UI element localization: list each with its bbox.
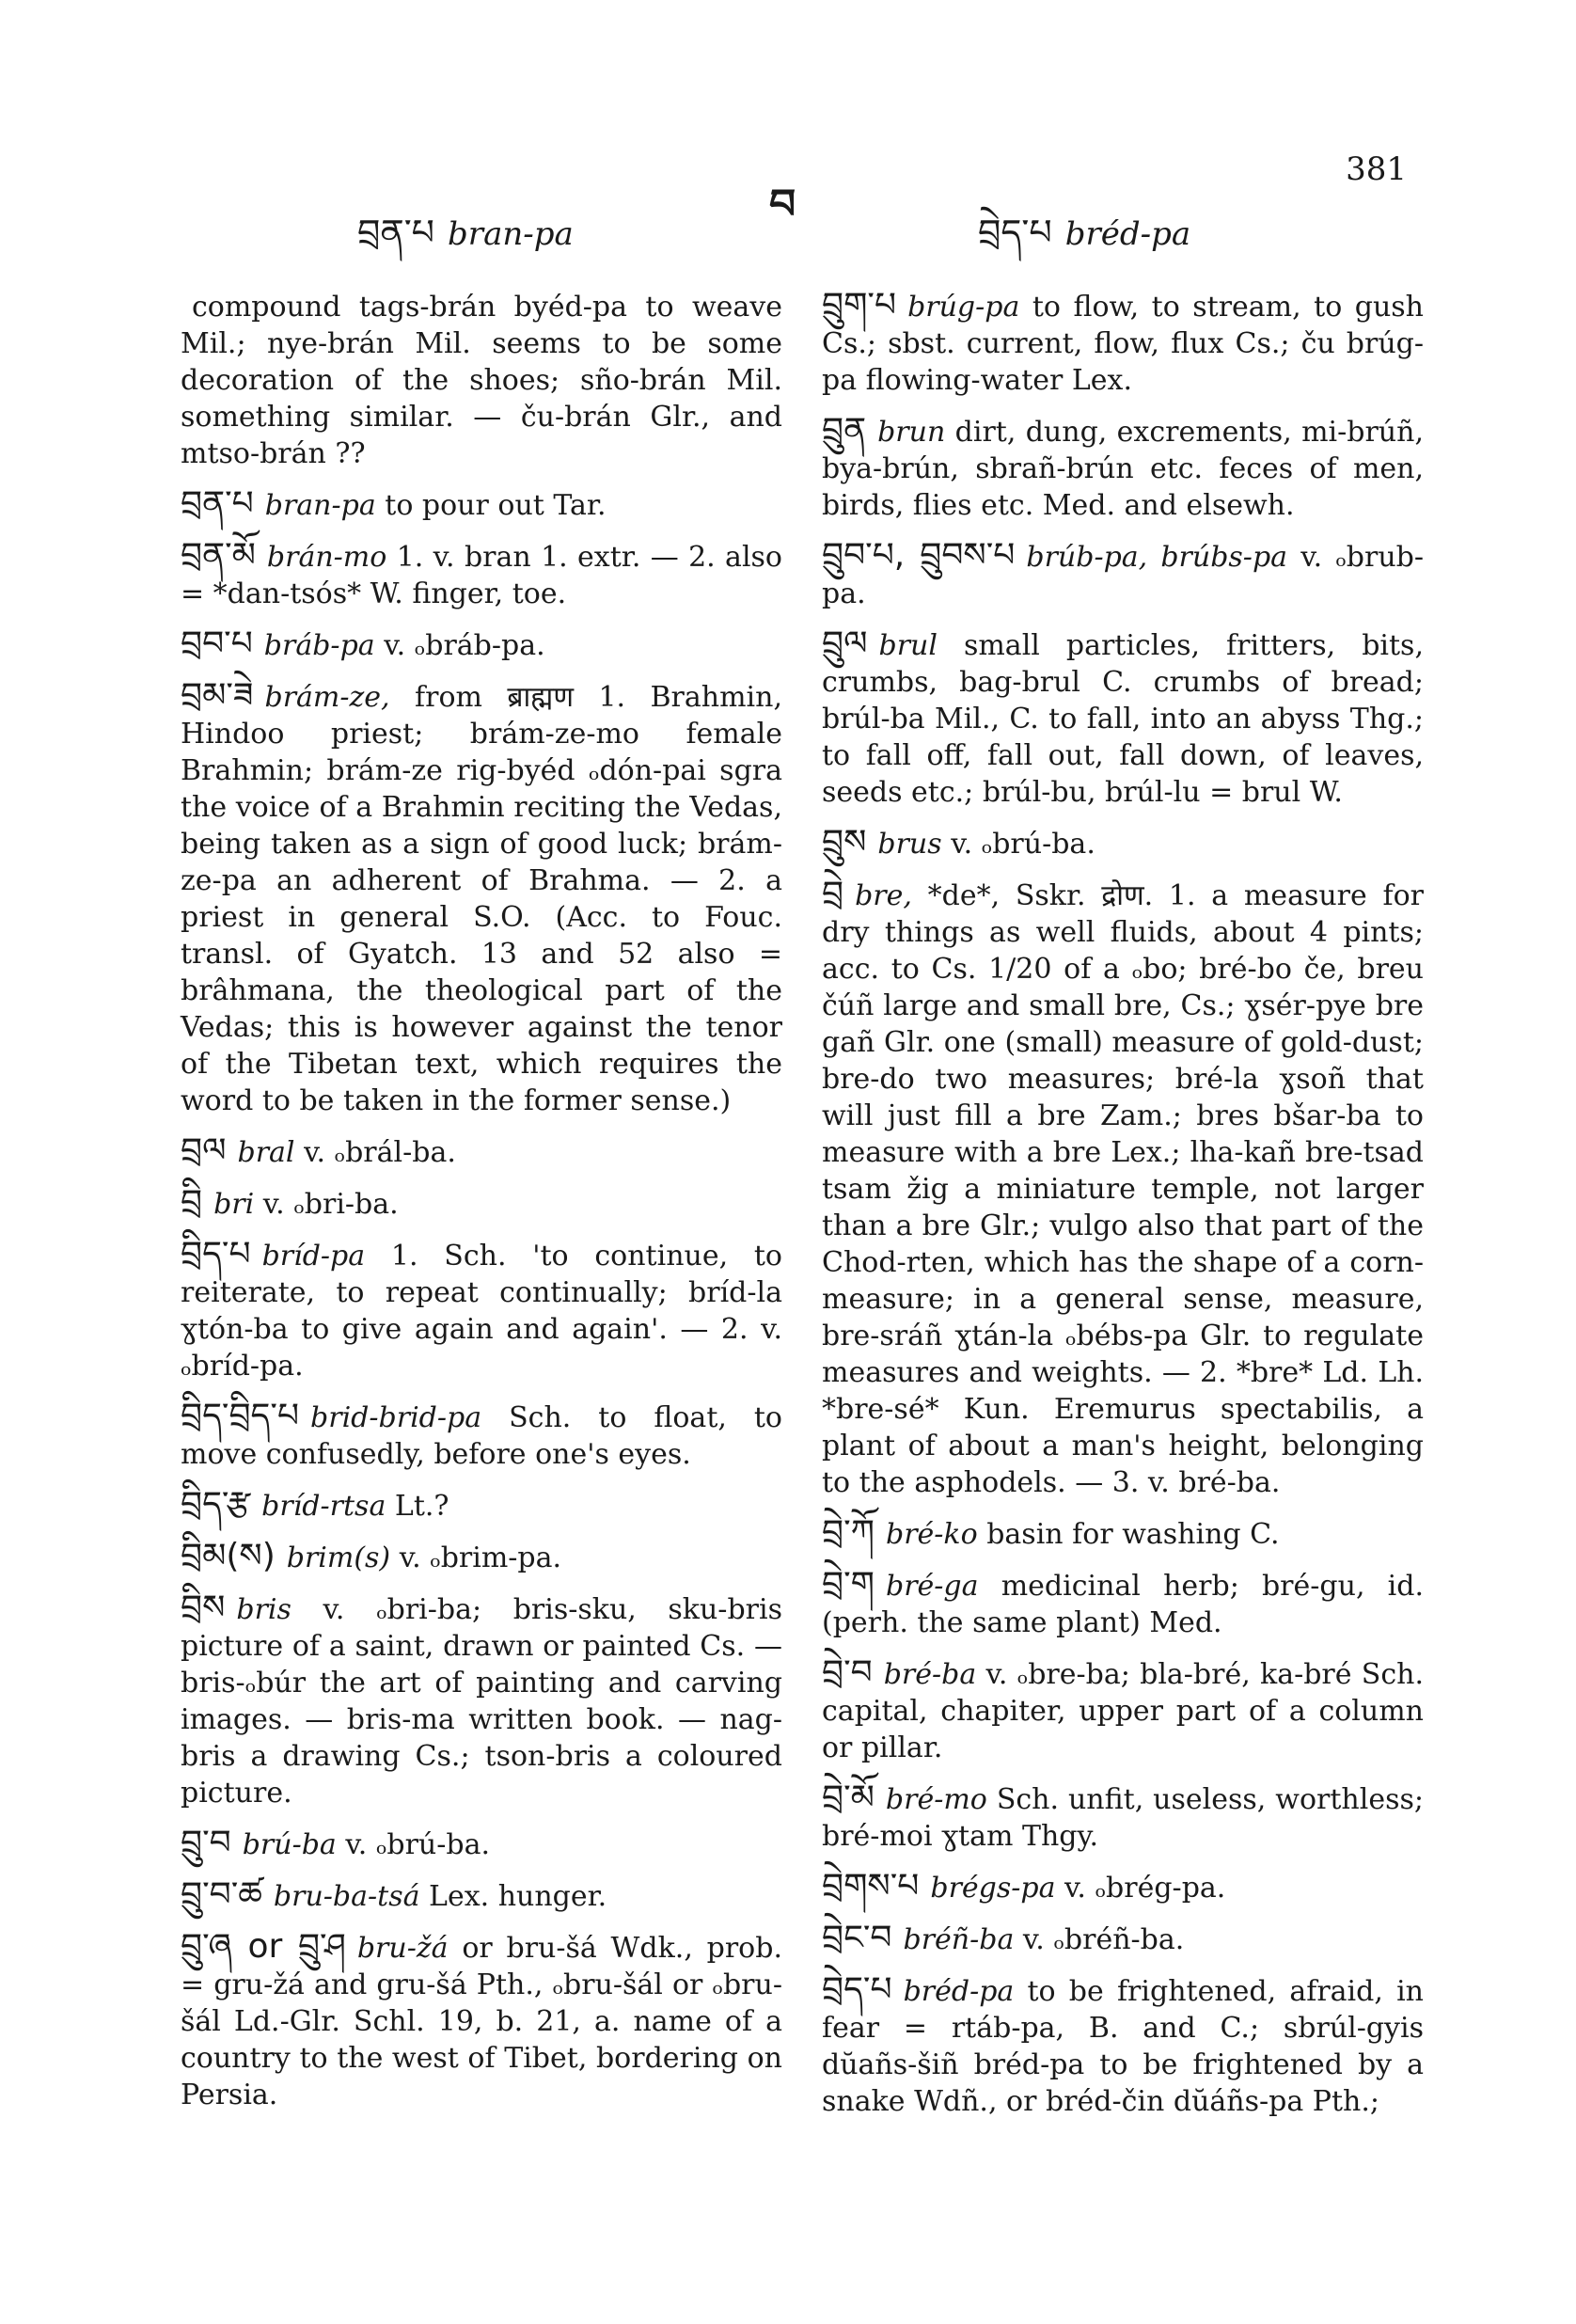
entry-definition: v. ₒbrim-pa. (399, 1541, 562, 1574)
running-head-right (978, 193, 1190, 293)
entry-tibetan-headword: བྲུ་ཞ or བྲུ་ཤ (181, 1927, 346, 1966)
entry-transliteration: bral (237, 1136, 295, 1169)
dictionary-entry (181, 1184, 782, 1223)
dictionary-entry (822, 1514, 1424, 1553)
entry-transliteration: bris (236, 1593, 292, 1626)
entry-definition: v. ₒbrál-ba. (304, 1136, 456, 1169)
entry-transliteration: bríd-pa (261, 1240, 366, 1273)
dictionary-entry (181, 677, 782, 1119)
entry-definition: 1. v. bran 1. extr. — 2. also = *dan-tsós* W. finger, toe. (181, 541, 782, 610)
entry-transliteration: bru-žá (356, 1932, 449, 1965)
entry-definition: dirt, dung, excrements, mi-brúñ, bya-brún, sbrañ-brún etc. feces of men, birds, flies etc. Med. and elsewh. (822, 416, 1424, 522)
running-head-right-tibetan: བྲེད་པ (978, 212, 1052, 253)
dictionary-entry (181, 1825, 782, 1863)
dictionary-entry (181, 1538, 782, 1576)
dictionary-entry (822, 1971, 1424, 2120)
dictionary-entry (181, 625, 782, 664)
entry-tibetan-headword: བྲུ་བ (181, 1824, 231, 1862)
entry-definition: v. ₒbri-ba. (262, 1188, 399, 1221)
entry-transliteration: bráb-pa (263, 629, 375, 662)
entry-definition: v. ₒbrég-pa. (1064, 1872, 1226, 1905)
entry-tibetan-headword: བྲན་པ (181, 484, 254, 523)
entry-transliteration: brégs-pa (930, 1872, 1056, 1905)
running-head-left (357, 193, 574, 293)
entry-tibetan-headword: བྲུན (822, 411, 867, 450)
dictionary-entry (181, 1236, 782, 1384)
entry-transliteration: brán-mo (266, 541, 387, 574)
entry-tibetan-headword: བྲུ་བ་ཚ (181, 1875, 262, 1914)
entry-definition: to flow, to stream, to gush Cs.; sbst. current, flow, flux Cs.; ču brúg-pa flowing-water Lex. (822, 291, 1424, 397)
entry-definition: compound tags-brán byéd-pa to weave Mil.; nye-brán Mil. seems to be some decoration of the shoes; sño-brán Mil. something similar. — ču-brán Glr., and mtso-brán ?? (181, 291, 782, 470)
entry-tibetan-headword: བྲིམ(ས) (181, 1537, 276, 1575)
page-number: 381 (1346, 150, 1407, 188)
dictionary-entry (822, 1654, 1424, 1766)
entry-definition: medicinal herb; bré-gu, id.(perh. the same plant) Med. (822, 1570, 1424, 1639)
entry-transliteration: brúg-pa (907, 291, 1020, 324)
entry-transliteration: brus (877, 828, 942, 861)
entry-definition: to pour out Tar. (385, 489, 607, 522)
entry-definition: Sch. to float, to move confusedly, before one's eyes. (181, 1401, 782, 1471)
entry-definition: v. ₒbréñ-ba. (1022, 1923, 1185, 1956)
entry-definition: Lex. hunger. (429, 1880, 607, 1913)
dictionary-entry (181, 1398, 782, 1473)
dictionary-entry (822, 412, 1424, 524)
entry-transliteration: bré-mo (885, 1783, 987, 1816)
entry-definition: v. ₒbrú-ba. (951, 828, 1095, 861)
entry-transliteration: bri (213, 1188, 255, 1221)
entry-tibetan-headword: བྲན་མོ (181, 536, 256, 575)
entry-tibetan-headword: བྲེ (822, 875, 844, 913)
entry-definition: 1. Sch. 'to continue, to reiterate, to repeat continually; bríd-la ɣtón-ba to give again and again'. — 2. v. ₒbríd-pa. (181, 1240, 782, 1383)
entry-tibetan-headword: བྲེང་བ (822, 1919, 892, 1957)
entry-definition: v. ₒbrú-ba. (345, 1828, 491, 1861)
dictionary-entry (822, 287, 1424, 399)
dictionary-entry (822, 537, 1424, 612)
entry-tibetan-headword: བྲབ་པ (181, 624, 253, 663)
dictionary-entry (822, 1868, 1424, 1906)
entry-definition: to be frightened, afraid, in fear = rtáb-pa, B. and C.; sbrúl-gyis dŭañs-šiñ bréd-pa to be frightened by a snake Wdñ., or bréd-čin dŭáñs-pa Pth.; (822, 1975, 1424, 2118)
entry-definition: small particles, fritters, bits, crumbs, bag-brul C. crumbs of bread; brúl-ba Mil., C. to fall, into an abyss Thg.; to fall off, fall out, fall down, of leaves, seeds etc.; brúl-bu, brúl-lu = brul W. (822, 629, 1424, 809)
entry-definition: basin for washing C. (986, 1518, 1280, 1551)
entry-tibetan-headword: བྲེ་མོ (822, 1779, 875, 1817)
dictionary-entry (181, 1486, 782, 1525)
entry-tibetan-headword: བྲམ་ཟེ (181, 676, 254, 715)
entry-transliteration: brúb-pa, brúbs-pa (1026, 541, 1288, 574)
entry-tibetan-headword: བྲེ་བ (822, 1653, 873, 1692)
entry-definition: or bru-šá Wdk., prob. = gru-žá and gru-šá Pth., ₒbru-šál or ₒbru-šál Ld.-Glr. Schl. 19, b. 21, a. name of a country to the west of Tibet, bordering on Persia. (181, 1932, 782, 2111)
entry-tibetan-headword: བྲིད་པ (181, 1235, 251, 1273)
entry-tibetan-headword: བྲེད་པ (822, 1970, 892, 2009)
entry-transliteration: bréñ-ba (903, 1923, 1015, 1956)
entry-transliteration: bréd-pa (903, 1975, 1015, 2008)
dictionary-entry (181, 287, 782, 472)
section-letter: བ (769, 181, 796, 229)
entry-transliteration: bríd-rtsa (261, 1490, 386, 1523)
entry-tibetan-headword: བྲུས (822, 823, 867, 862)
entry-transliteration: bre, (855, 879, 912, 912)
entry-tibetan-headword: བྲུབ་པ, བྲུབས་པ (822, 536, 1016, 575)
dictionary-entry (822, 1920, 1424, 1958)
entry-tibetan-headword: བྲེ་ག (822, 1565, 875, 1604)
dictionary-entry (822, 625, 1424, 811)
entry-tibetan-headword: བྲེགས་པ (822, 1867, 920, 1905)
entry-definition: v. ₒbri-ba; bris-sku, sku-bris picture of a saint, drawn or painted Cs. — bris-ₒbúr the art of painting and carving images. — bris-ma written book. — nag-bris a drawing Cs.; tson-bris a coloured picture. (181, 1593, 782, 1810)
running-head-left-translit: bran-pa (448, 215, 574, 253)
dictionary-entry (181, 1876, 782, 1915)
entry-transliteration: bré-ko (885, 1518, 978, 1551)
dictionary-entry (822, 1779, 1424, 1855)
entry-definition: Sch. unfit, useless, worthless; bré-moi ɣtam Thgy. (822, 1783, 1424, 1853)
dictionary-entry (822, 876, 1424, 1501)
dictionary-entry (181, 537, 782, 612)
running-head-left-tibetan: བྲན་པ (357, 212, 435, 253)
dictionary-entry (181, 485, 782, 524)
entry-tibetan-headword: བྲིད་བྲིད་པ (181, 1397, 300, 1435)
entry-tibetan-headword: བྲེ་ཀོ (822, 1513, 875, 1552)
entry-transliteration: bré-ba (883, 1658, 977, 1691)
right-column (822, 287, 1424, 2133)
entry-transliteration: brú-ba (242, 1828, 337, 1861)
entry-transliteration: bru-ba-tsá (273, 1880, 420, 1913)
entry-tibetan-headword: བྲལ (181, 1131, 227, 1170)
entry-transliteration: bran-pa (264, 489, 376, 522)
entry-transliteration: brul (878, 629, 938, 662)
entry-tibetan-headword: བྲུག་པ (822, 286, 897, 324)
dictionary-entry (822, 824, 1424, 862)
entry-transliteration: brim(s) (286, 1541, 391, 1574)
dictionary-entry (181, 1132, 782, 1171)
entry-tibetan-headword: བྲིད་རྩ (181, 1485, 251, 1524)
entry-definition: v. ₒbrub-pa. (822, 541, 1425, 610)
entry-tibetan-headword: བྲི (181, 1183, 203, 1222)
dictionary-entry (822, 1566, 1424, 1641)
left-column (181, 287, 782, 2126)
entry-definition: v. ₒbráb-pa. (384, 629, 545, 662)
entry-transliteration: brun (877, 416, 946, 449)
entry-tibetan-headword: བྲིས (181, 1589, 226, 1627)
entry-definition: *de*, Sskr. द्रोण. 1. a measure for dry things as well fluids, about 4 pints; acc. to Cs. 1/20 of a ₒbo; bré-bo če, breu čúñ large and small bre, Cs.; ɣsér-pye bre gañ Glr. one (small) measure of gold-dust; bre-do two measures; bré-la ɣsoñ that will just fill a bre Zam.; bres bšar-ba to measure with a bre Lex.; lha-kañ bre-tsad tsam žig a miniature temple, not larger than a bre Glr.; vulgo also that part of the Chod-rten, which has the shape of a corn-measure; in a general sense, measure, bre-sráñ ɣtán-la ₒbébs-pa Glr. to regulate measures and weights. — 2. *bre* Ld. Lh. *bre-sé* Kun. Eremurus spectabilis, a plant of about a man's height, belonging to the asphodels. — 3. v. bré-ba. (822, 879, 1424, 1499)
dictionary-entry (181, 1589, 782, 1811)
entry-tibetan-headword: བྲུལ (822, 624, 868, 663)
entry-definition: from ब्राह्मण 1. Brahmin, Hindoo priest; brám-ze-mo female Brahmin; brám-ze rig-byéd ₒdón-pai sgra the voice of a Brahmin reciting the Vedas, being taken as a sign of good luck; brám-ze-pa an adherent of Brahma. — 2. a priest in general S.O. (Acc. to Fouc. transl. of Gyatch. 13 and 52 also = brâhmana, the theological part of the Vedas; this is however against the tenor of the Tibetan text, which requires the word to be taken in the former sense.) (181, 681, 782, 1117)
page-header (0, 0, 1576, 253)
entry-transliteration: brám-ze, (264, 681, 390, 714)
entry-transliteration: brid-brid-pa (310, 1401, 482, 1434)
entry-definition: v. ₒbre-ba; bla-bré, ka-bré Sch. capital, chapiter, upper part of a column or pillar. (822, 1658, 1424, 1764)
entry-transliteration: bré-ga (885, 1570, 979, 1603)
running-head-right-translit: bréd-pa (1064, 215, 1191, 253)
entry-definition: Lt.? (394, 1490, 449, 1523)
dictionary-entry (181, 1928, 782, 2113)
